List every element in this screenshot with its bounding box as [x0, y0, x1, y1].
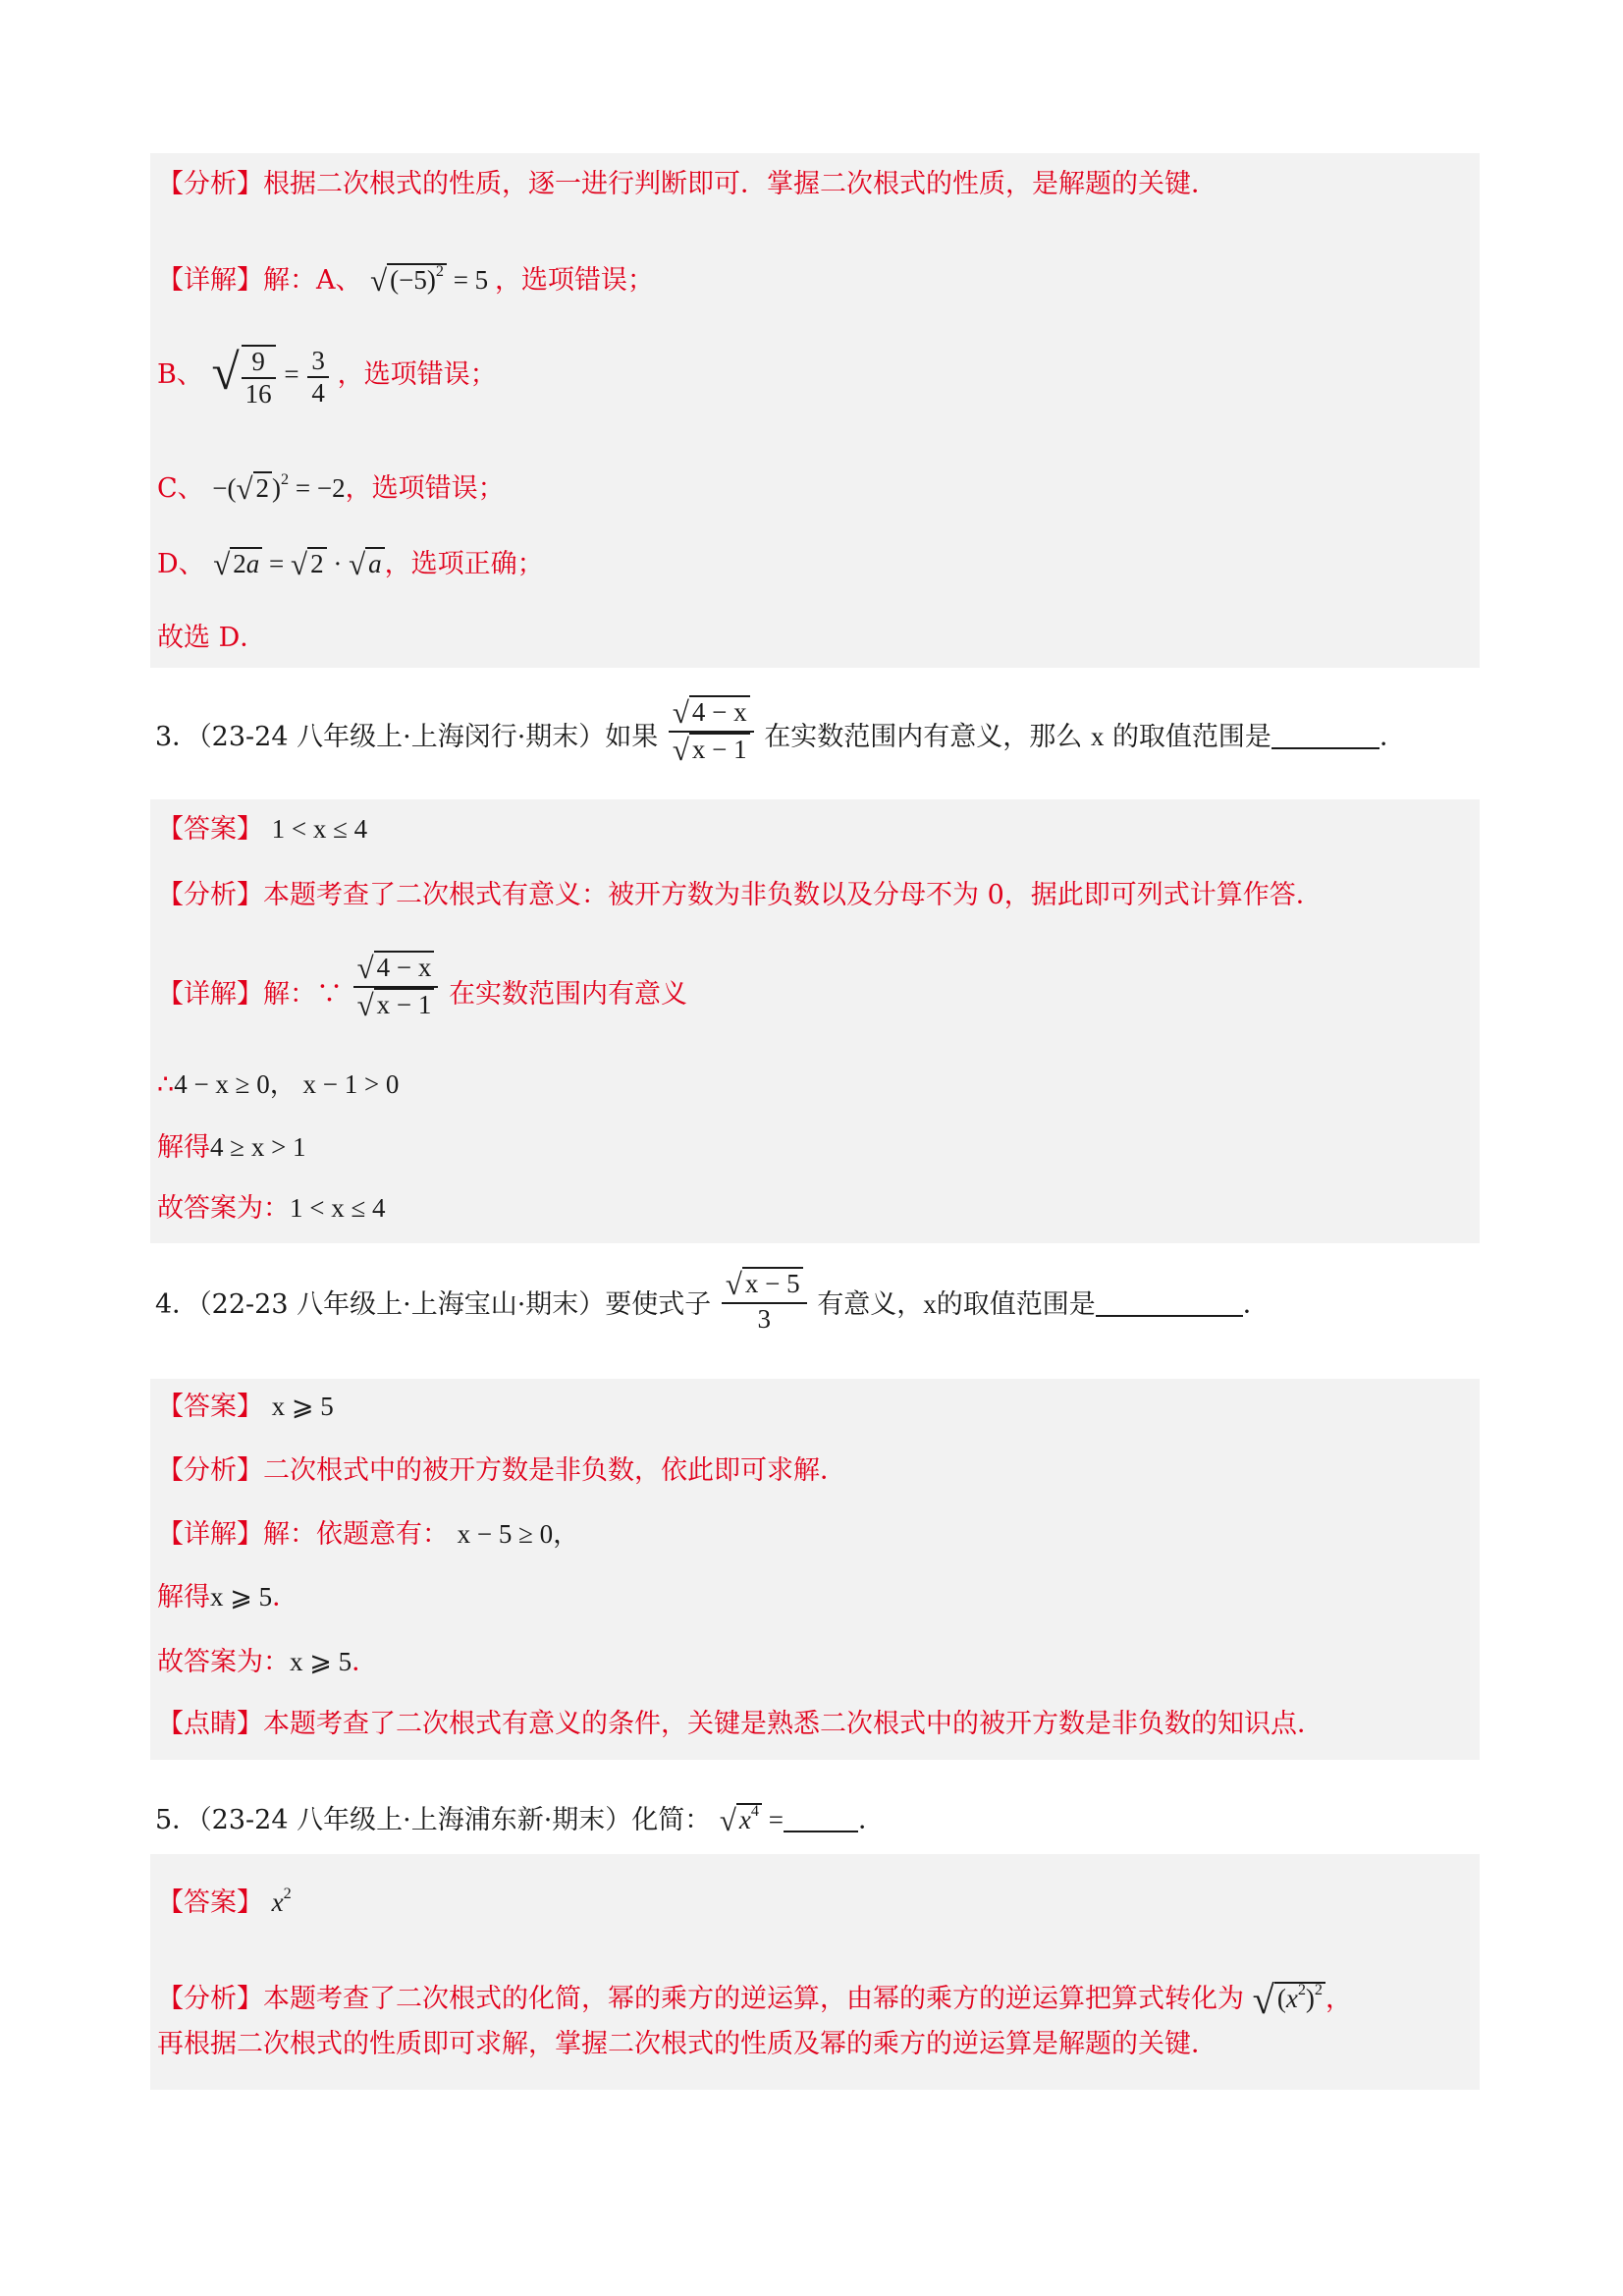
analysis-line-5: 【分析】本题考查了二次根式的化简，幂的乘方的逆运算，由幂的乘方的逆运算把算式转化为 √ $(x^2)^2$ ， — [157, 1977, 1352, 2022]
option-a-verdict: ，选项错误； — [494, 264, 654, 296]
detail-tag: 【详解】 — [157, 1519, 263, 1550]
option-c-expression: −(√ 2 )$^2$ = −2 — [212, 470, 346, 506]
option-a-expression: √ $(-5)^2 = 5$ — [370, 262, 489, 298]
detail-intro: 解：A、 — [263, 264, 362, 296]
solution-box-4 — [150, 1379, 1480, 1760]
question-3-number: 3． — [155, 722, 199, 753]
option-b-verdict: ，选项错误； — [337, 359, 497, 390]
option-b-label: B、 — [157, 359, 203, 390]
question-5-answer-blank — [784, 1831, 858, 1832]
analysis-text: 根据二次根式的性质，逐一进行判断即可．掌握二次根式的性质，是解题的关键． — [263, 169, 1217, 199]
question-4-text: 要使式子 — [605, 1288, 712, 1320]
analysis-tag: 【分析】 — [157, 169, 263, 199]
question-5: 5．（23-24 八年级上·上海浦东新·期末）化简： √ $x^4$ = ． — [155, 1802, 885, 1837]
question-5-source: （23-24 八年级上·上海浦东新·期末） — [198, 1804, 632, 1835]
question-4-fraction: $\frac{√ x - 5}{3}$ — [722, 1267, 807, 1335]
question-5-number: 5． — [155, 1804, 199, 1835]
step-2: 解得4 ≥ x > 1 — [157, 1132, 306, 1163]
detail-line-3 — [157, 951, 1474, 1059]
analysis-tag: 【分析】 — [157, 880, 263, 910]
comment-text: 本题考查了二次根式有意义的条件，关键是熟悉二次根式中的被开方数是非负数的知识点． — [263, 1709, 1324, 1739]
comment-tag: 【点睛】 — [157, 1709, 263, 1739]
question-4-answer-blank — [1096, 1315, 1243, 1317]
option-d-label: D、 — [157, 549, 205, 579]
detail-tag: 【详解】 — [157, 264, 263, 296]
option-c-line — [157, 462, 1474, 507]
analysis-line — [157, 167, 1474, 202]
option-d-line — [157, 546, 1474, 582]
analysis-tag: 【分析】 — [157, 1983, 263, 2014]
answer-value: $x^2$ — [271, 1885, 292, 1917]
analysis-tag: 【分析】 — [157, 1455, 263, 1486]
option-c-label: C、 — [157, 472, 204, 504]
option-c-verdict: ，选项错误； — [345, 472, 505, 504]
option-b-line — [157, 334, 1474, 414]
question-3-answer-blank — [1271, 747, 1380, 749]
answer-tag: 【答案】 — [157, 1392, 263, 1422]
conclusion-line: 故选 D． — [157, 623, 267, 653]
comment-line-4 — [157, 1707, 1474, 1742]
answer-tag: 【答案】 — [157, 814, 263, 845]
answer-line-3 — [157, 811, 1474, 847]
question-4-source: （22-23 八年级上·上海宝山·期末） — [198, 1288, 606, 1320]
option-d-verdict: ，选项正确； — [384, 549, 544, 579]
analysis-text: 本题考查了二次根式的化简，幂的乘方的逆运算，由幂的乘方的逆运算把算式转化为 — [263, 1983, 1244, 2014]
question-4: 4．（22-23 八年级上·上海宝山·期末）要使式子 $\frac{√ x - 5}{3}$ 有意义，x的取值范围是 ． — [155, 1267, 1270, 1334]
detail-intro: 解：依题意有： — [263, 1519, 449, 1550]
analysis-line-5b: 再根据二次根式的性质即可求解，掌握二次根式的性质及幂的乘方的逆运算是解题的关键． — [157, 2029, 1217, 2059]
detail-text: 在实数范围内有意义 — [448, 979, 687, 1011]
question-5-text: 化简： — [631, 1804, 712, 1835]
question-3: 3．（23-24 八年级上·上海闵行·期末）如果 $\frac{√ 4 - x}{√ x - 1}$ 在实数范围内有意义，那么 x 的取值范围是 ． — [155, 695, 1406, 767]
detail-line-4: 【详解】解：依题意有： x − 5 ≥ 0， — [157, 1519, 580, 1550]
question-4-number: 4． — [155, 1288, 199, 1320]
answer-tag: 【答案】 — [157, 1886, 263, 1918]
detail-line — [157, 253, 1474, 299]
detail-fraction: $\frac{√ 4 - x}{√ x - 1}$ — [353, 951, 439, 1022]
question-5-expression: √ $x^4$ = — [719, 1802, 784, 1837]
analysis-text: 本题考查了二次根式有意义：被开方数为非负数以及分母不为 0，据此即可列式计算作答． — [263, 880, 1323, 910]
analysis-line-4 — [157, 1453, 1474, 1489]
question-3-fraction: $\frac{√ 4 - x}{√ x - 1}$ — [669, 695, 754, 767]
answer-line-5 — [157, 1876, 1474, 1921]
option-b-expression: √ $\frac{9}{16}$ = $\frac{3}{4}$ — [211, 359, 337, 389]
analysis-expression: √ $(x^2)^2$ — [1253, 1984, 1325, 2013]
detail-tag: 【详解】 — [157, 979, 263, 1011]
question-3-source: （23-24 八年级上·上海闵行·期末） — [198, 722, 606, 753]
option-d-expression: √ 2a = √ 2 · √ a — [213, 549, 384, 578]
step-1: ∴4 − x ≥ 0， x − 1 > 0 — [157, 1069, 400, 1100]
detail-expression: x − 5 ≥ 0 — [457, 1519, 554, 1549]
answer-line-4 — [157, 1389, 1474, 1425]
answer-value: x ⩾ 5 — [271, 1392, 334, 1421]
answer-value: 1 < x ≤ 4 — [271, 814, 368, 844]
step-4: 解得x ⩾ 5． — [157, 1582, 299, 1613]
detail-intro: 解：∵ — [263, 979, 343, 1011]
final-answer-4: 故答案为：x ⩾ 5． — [157, 1647, 379, 1677]
final-answer-3: 故答案为：1 < x ≤ 4 — [157, 1193, 386, 1224]
analysis-line-3 — [157, 878, 1474, 913]
question-3-text: 如果 — [605, 722, 659, 753]
analysis-text: 二次根式中的被开方数是非负数，依此即可求解． — [263, 1455, 846, 1486]
